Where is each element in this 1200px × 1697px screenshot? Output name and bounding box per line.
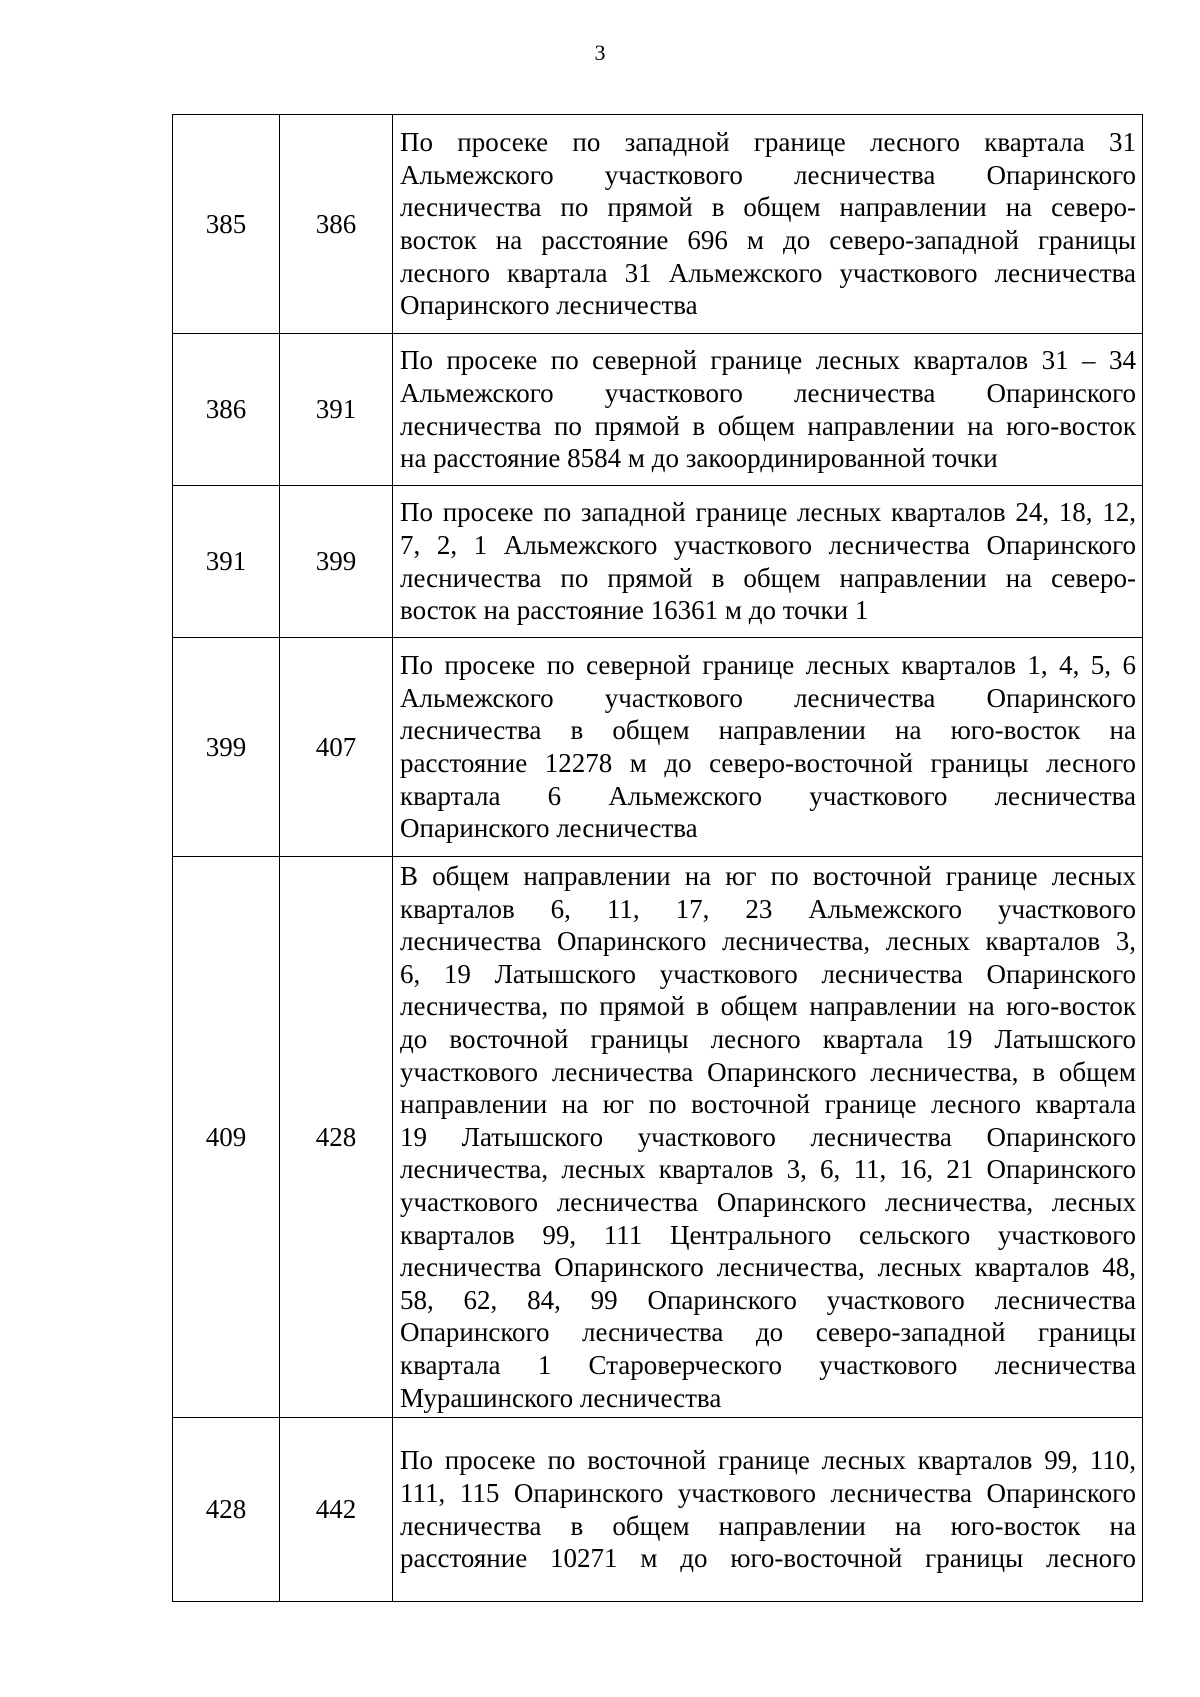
boundary-description-cell — [393, 334, 1143, 486]
description-line: В общем направлении на юг по восточной границе лесных — [400, 861, 1136, 891]
description-line: По просеке по западной границе лесного квартала 31 — [400, 127, 1136, 158]
description-line: Опаринского лесничества — [400, 813, 698, 844]
description-line: направлении на юг по восточной границе лесного квартала — [400, 1089, 1136, 1120]
description-line: восток на расстояние 16361 м до точки 1 — [400, 595, 869, 626]
description-line: 6, 19 Латышского участкового лесничества Опаринского — [400, 958, 1136, 989]
page-number: 3 — [594, 40, 606, 65]
description-line: 58, 62, 84, 99 Опаринского участкового лесничества — [400, 1284, 1136, 1315]
table-body — [173, 115, 1143, 1602]
table-row — [173, 115, 1143, 334]
description-line: лесничества в общем направлении на юго-восток на — [400, 1510, 1136, 1541]
description-line: на расстояние 8584 м до закоординированной точки — [400, 443, 998, 474]
boundary-description-cell — [393, 115, 1143, 334]
table-row — [173, 857, 1143, 1418]
end-point-cell: 399 — [280, 486, 393, 638]
start-point-cell: 391 — [173, 486, 280, 638]
start-point-cell: 386 — [173, 334, 280, 486]
start-point-cell: 385 — [173, 115, 280, 334]
description-line: кварталов 6, 11, 17, 23 Альмежского участкового — [400, 893, 1136, 924]
description-line: Альмежского участкового лесничества Опаринского — [400, 682, 1136, 713]
description-line: восток на расстояние 696 м до северо-западной границы — [400, 225, 1136, 255]
table-row — [173, 486, 1143, 638]
description-line: лесничества Опаринского лесничества, лесных кварталов 48, — [400, 1252, 1136, 1283]
start-point-cell: 409 — [173, 857, 280, 1418]
description-line: лесного квартала 31 Альмежского участкового лесничества — [400, 257, 1136, 288]
table-row — [173, 638, 1143, 857]
description-line: 19 Латышского участкового лесничества Опаринского — [400, 1121, 1136, 1152]
start-point-cell: 399 — [173, 638, 280, 857]
boundary-description-cell — [393, 486, 1143, 638]
description-line: участкового лесничества Опаринского лесничества, в общем — [400, 1056, 1136, 1087]
description-line: 111, 115 Опаринского участкового лесничества Опаринского — [400, 1478, 1136, 1508]
description-line: расстояние 12278 м до северо-восточной границы лесного — [400, 748, 1136, 778]
description-line: лесничества по прямой в общем направлении на юго-восток — [400, 410, 1136, 441]
description-line: Мурашинского лесничества — [400, 1382, 722, 1413]
description-line: лесничества, лесных кварталов 3, 6, 11, 16, 21 Опаринского — [400, 1154, 1136, 1185]
description-line: По просеке по западной границе лесных кварталов 24, 18, 12, — [400, 497, 1136, 528]
description-line: до восточной границы лесного квартала 19 Латышского — [400, 1023, 1136, 1054]
description-line: Опаринского лесничества — [400, 290, 698, 321]
boundary-description-cell — [393, 1418, 1143, 1602]
description-line: 7, 2, 1 Альмежского участкового лесничества Опаринского — [400, 529, 1136, 560]
description-line: лесничества Опаринского лесничества, лесных кварталов 3, — [400, 926, 1136, 957]
table-row — [173, 334, 1143, 486]
boundary-table — [172, 114, 1143, 1602]
description-line: лесничества по прямой в общем направлении на северо- — [400, 562, 1136, 593]
description-line: Альмежского участкового лесничества Опаринского — [400, 377, 1136, 408]
end-point-cell: 386 — [280, 115, 393, 334]
description-line: лесничества в общем направлении на юго-восток на — [400, 715, 1136, 746]
boundary-description-cell — [393, 857, 1143, 1418]
description-line: Опаринского лесничества до северо-западной границы — [400, 1317, 1136, 1348]
table-row — [173, 1418, 1143, 1602]
description-line: участкового лесничества Опаринского лесничества, лесных — [400, 1186, 1136, 1217]
description-line: квартала 1 Староверческого участкового лесничества — [400, 1349, 1136, 1380]
description-line: Альмежского участкового лесничества Опаринского — [400, 159, 1136, 190]
description-line: По просеке по северной границе лесных кварталов 31 – 34 — [400, 345, 1136, 376]
end-point-cell: 442 — [280, 1418, 393, 1602]
boundary-description-cell — [393, 638, 1143, 857]
description-line: По просеке по северной границе лесных кварталов 1, 4, 5, 6 — [400, 650, 1136, 681]
description-line: квартала 6 Альмежского участкового лесничества — [400, 780, 1136, 811]
description-line: расстояние 10271 м до юго-восточной границы лесного — [400, 1543, 1136, 1574]
description-line: По просеке по восточной границе лесных кварталов 99, 110, — [400, 1445, 1136, 1476]
end-point-cell: 428 — [280, 857, 393, 1418]
start-point-cell: 428 — [173, 1418, 280, 1602]
description-line: лесничества, по прямой в общем направлении на юго-восток — [400, 991, 1136, 1022]
end-point-cell: 391 — [280, 334, 393, 486]
end-point-cell: 407 — [280, 638, 393, 857]
description-line: кварталов 99, 111 Центрального сельского участкового — [400, 1219, 1136, 1250]
description-line: лесничества по прямой в общем направлении на северо- — [400, 192, 1136, 223]
